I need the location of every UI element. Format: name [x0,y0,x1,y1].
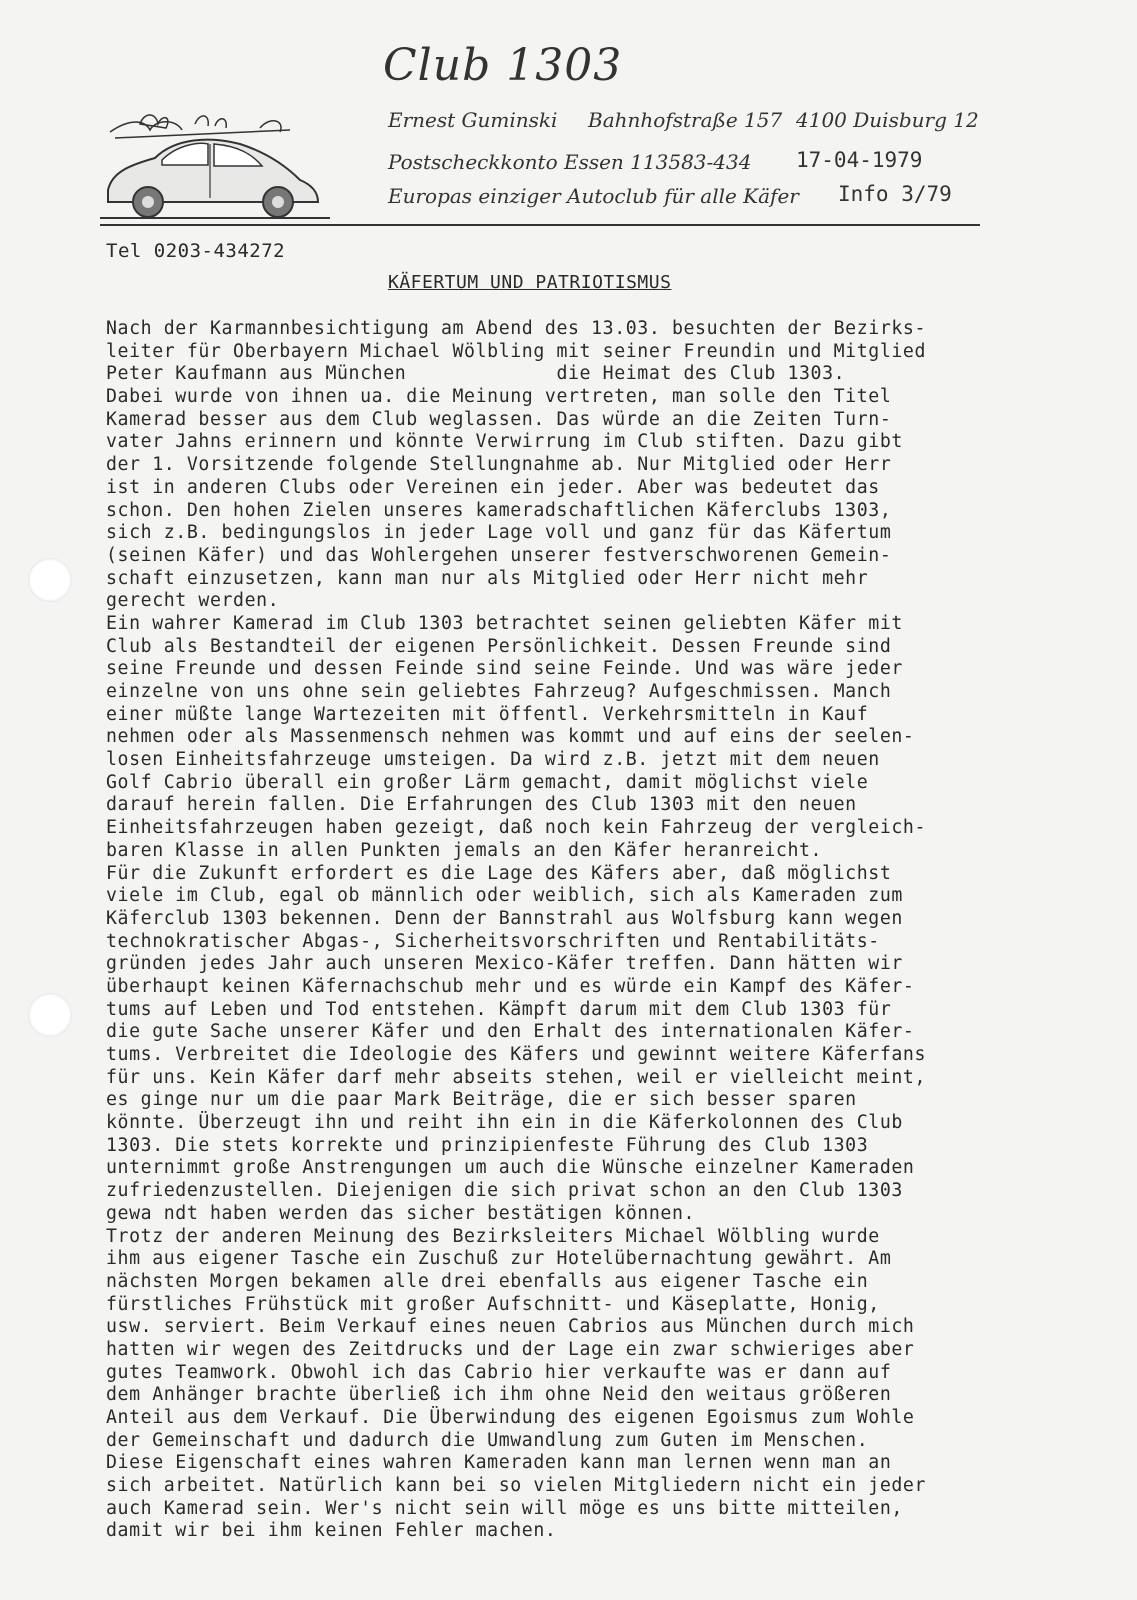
club-slogan: Europas einziger Autoclub für alle Käfer [388,184,799,208]
body-line: Einheitsfahrzeugen haben gezeigt, daß noch kein Fahrzeug der vergleich- [106,817,927,839]
club-name: Club 1303 [383,40,623,91]
body-line: Ein wahrer Kamerad im Club 1303 betrachtet seinen geliebten Käfer mit [106,612,903,634]
body-line: schaft einzusetzen, kann man nur als Mitglied oder Herr nicht mehr [106,567,869,589]
body-line: baren Klasse in allen Punkten jemals an den Käfer heranreicht. [106,839,823,861]
body-line: der 1. Vorsitzende folgende Stellungnahme ab. Nur Mitglied oder Herr [106,454,892,476]
body-line: Käferclub 1303 bekennen. Denn der Bannstrahl aus Wolfsburg kann wegen [106,907,903,929]
body-line: damit wir bei ihm keinen Fehler machen. [106,1520,557,1542]
body-line: viele im Club, egal ob männlich oder weiblich, sich als Kameraden zum [106,885,903,907]
body-line: sich arbeitet. Natürlich kann bei so vielen Mitgliedern nicht ein jeder [106,1475,927,1497]
body-line: auch Kamerad sein. Wer's nicht sein will möge es uns bitte mitteilen, [106,1497,903,1519]
body-line: darauf herein fallen. Die Erfahrungen des Club 1303 mit den neuen [106,794,857,816]
body-line: für uns. Kein Käfer darf mehr abseits stehen, weil er vielleicht meint, [106,1066,927,1088]
body-line: vater Jahns erinnern und könnte Verwirrung im Club stiften. Dazu gibt [106,431,903,453]
body-line: (seinen Käfer) und das Wohlergehen unserer festverschworenen Gemein- [106,544,892,566]
body-line: Kamerad besser aus dem Club weglassen. Das würde an die Zeiten Turn- [106,408,892,430]
body-line: ist in anderen Clubs oder Vereinen ein jeder. Aber was bedeutet das [106,476,880,498]
telephone-number: Tel 0203-434272 [106,240,286,262]
letterhead-divider [100,224,980,226]
body-line: technokratischer Abgas-, Sicherheitsvorschriften und Rentabilitäts- [106,930,880,952]
body-line: dem Anhänger brachte überließ ich ihm ohne Neid den weitaus größeren [106,1384,892,1406]
body-line: sich z.B. bedingungslos in jeder Lage voll und ganz für das Käfertum [106,522,892,544]
postal-account: Postscheckkonto Essen 113583-434 [388,150,752,174]
body-line: gutes Teamwork. Obwohl ich das Cabrio hier verkaufte was er dann auf [106,1361,892,1383]
body-line: Diese Eigenschaft eines wahren Kameraden kann man lernen wenn man an [106,1452,892,1474]
body-line: unternimmt große Anstrengungen um auch die Wünsche einzelner Kameraden [106,1157,915,1179]
letter-date: 17-04-1979 [796,148,923,172]
punch-hole-bottom [28,993,72,1037]
body-line: gerecht werden. [106,590,280,612]
body-line: der Gemeinschaft und dadurch die Umwandlung zum Guten im Menschen. [106,1429,869,1451]
body-line: nehmen oder als Massenmensch nehmen was kommt und auf eins der seelen- [106,726,915,748]
body-line: tums auf Leben und Tod entstehen. Kämpft darum mit dem Club 1303 für [106,998,892,1020]
body-line: fürstliches Frühstück mit großer Aufschnitt- und Käseplatte, Honig, [106,1293,880,1315]
body-line: einzelne von uns ohne sein geliebtes Fahrzeug? Aufgeschmissen. Manch [106,681,892,702]
body-line: gründen jedes Jahr auch unseren Mexico-Käfer treffen. Dann hätten wir [106,953,903,975]
beetle-car-logo [100,110,330,225]
city-address: 4100 Duisburg 12 [796,108,979,132]
owner-name: Ernest Guminski [388,108,558,132]
body-line: zufriedenzustellen. Diejenigen die sich privat schon an den Club 1303 [106,1180,903,1202]
punch-hole-top [28,558,72,602]
body-line: seine Freunde und dessen Feinde sind seine Feinde. Und was wäre jeder [106,658,903,680]
body-line: Nach der Karmannbesichtigung am Abend des 13.03. besuchten der Bezirks- [106,318,927,339]
body-line: Dabei wurde von ihnen ua. die Meinung vertreten, man solle den Titel [106,386,892,408]
body-line: überhaupt keinen Käfernachschub mehr und es würde ein Kampf des Käfer- [106,975,915,997]
body-line: Für die Zukunft erfordert es die Lage des Käfers aber, daß möglichst [106,862,892,884]
body-line: leiter für Oberbayern Michael Wölbling mit seiner Freundin und Mitglied [106,340,927,362]
info-number: Info 3/79 [838,182,952,206]
body-line: losen Einheitsfahrzeuge umsteigen. Da wird z.B. jetzt mit dem neuen [106,749,880,771]
body-line: usw. serviert. Beim Verkauf eines neuen Cabrios aus München durch mich [106,1316,915,1338]
body-line: könnte. Überzeugt ihn und reiht ihn ein in die Käferkolonnen des Club [106,1112,903,1134]
body-line: 1303. Die stets korrekte und prinzipienfeste Führung des Club 1303 [106,1134,869,1156]
body-line: Peter Kaufmann aus München die Heimat des Club 1303. [106,363,846,385]
body-line: einer müßte lange Wartezeiten mit öffentl. Verkehrsmitteln in Kauf [106,703,869,725]
body-line: Club als Bestandteil der eigenen Persönlichkeit. Dessen Freunde sind [106,635,892,657]
street-address: Bahnhofstraße 157 [588,108,783,132]
body-line: schon. Den hohen Zielen unseres kameradschaftlichen Käferclubs 1303, [106,499,892,521]
body-line: die gute Sache unserer Käfer und den Erhalt des internationalen Käfer- [106,1021,915,1043]
body-line: Golf Cabrio überall ein großer Lärm gemacht, damit möglichst viele [106,771,869,793]
body-line: Trotz der anderen Meinung des Bezirksleiters Michael Wölbling wurde [106,1225,880,1247]
body-line: es ginge nur um die paar Mark Beiträge, die er sich besser sparen [106,1089,857,1111]
body-line: gewa ndt haben werden das sicher bestätigen können. [106,1202,696,1224]
article-body [106,318,1106,1543]
body-line: tums. Verbreitet die Ideologie des Käfers und gewinnt weitere Käferfans [106,1044,927,1065]
body-line: Anteil aus dem Verkauf. Die Überwindung des eigenen Egoismus zum Wohle [106,1407,915,1428]
body-line: hatten wir wegen des Zeitdrucks und der Lage ein zwar schwieriges aber [106,1338,915,1360]
body-line: nächsten Morgen bekamen alle drei ebenfalls aus eigener Tasche ein [106,1270,869,1292]
article-heading: KÄFERTUM UND PATRIOTISMUS [388,272,672,293]
body-line: ihm aus eigener Tasche ein Zuschuß zur Hotelübernachtung gewährt. Am [106,1248,892,1270]
